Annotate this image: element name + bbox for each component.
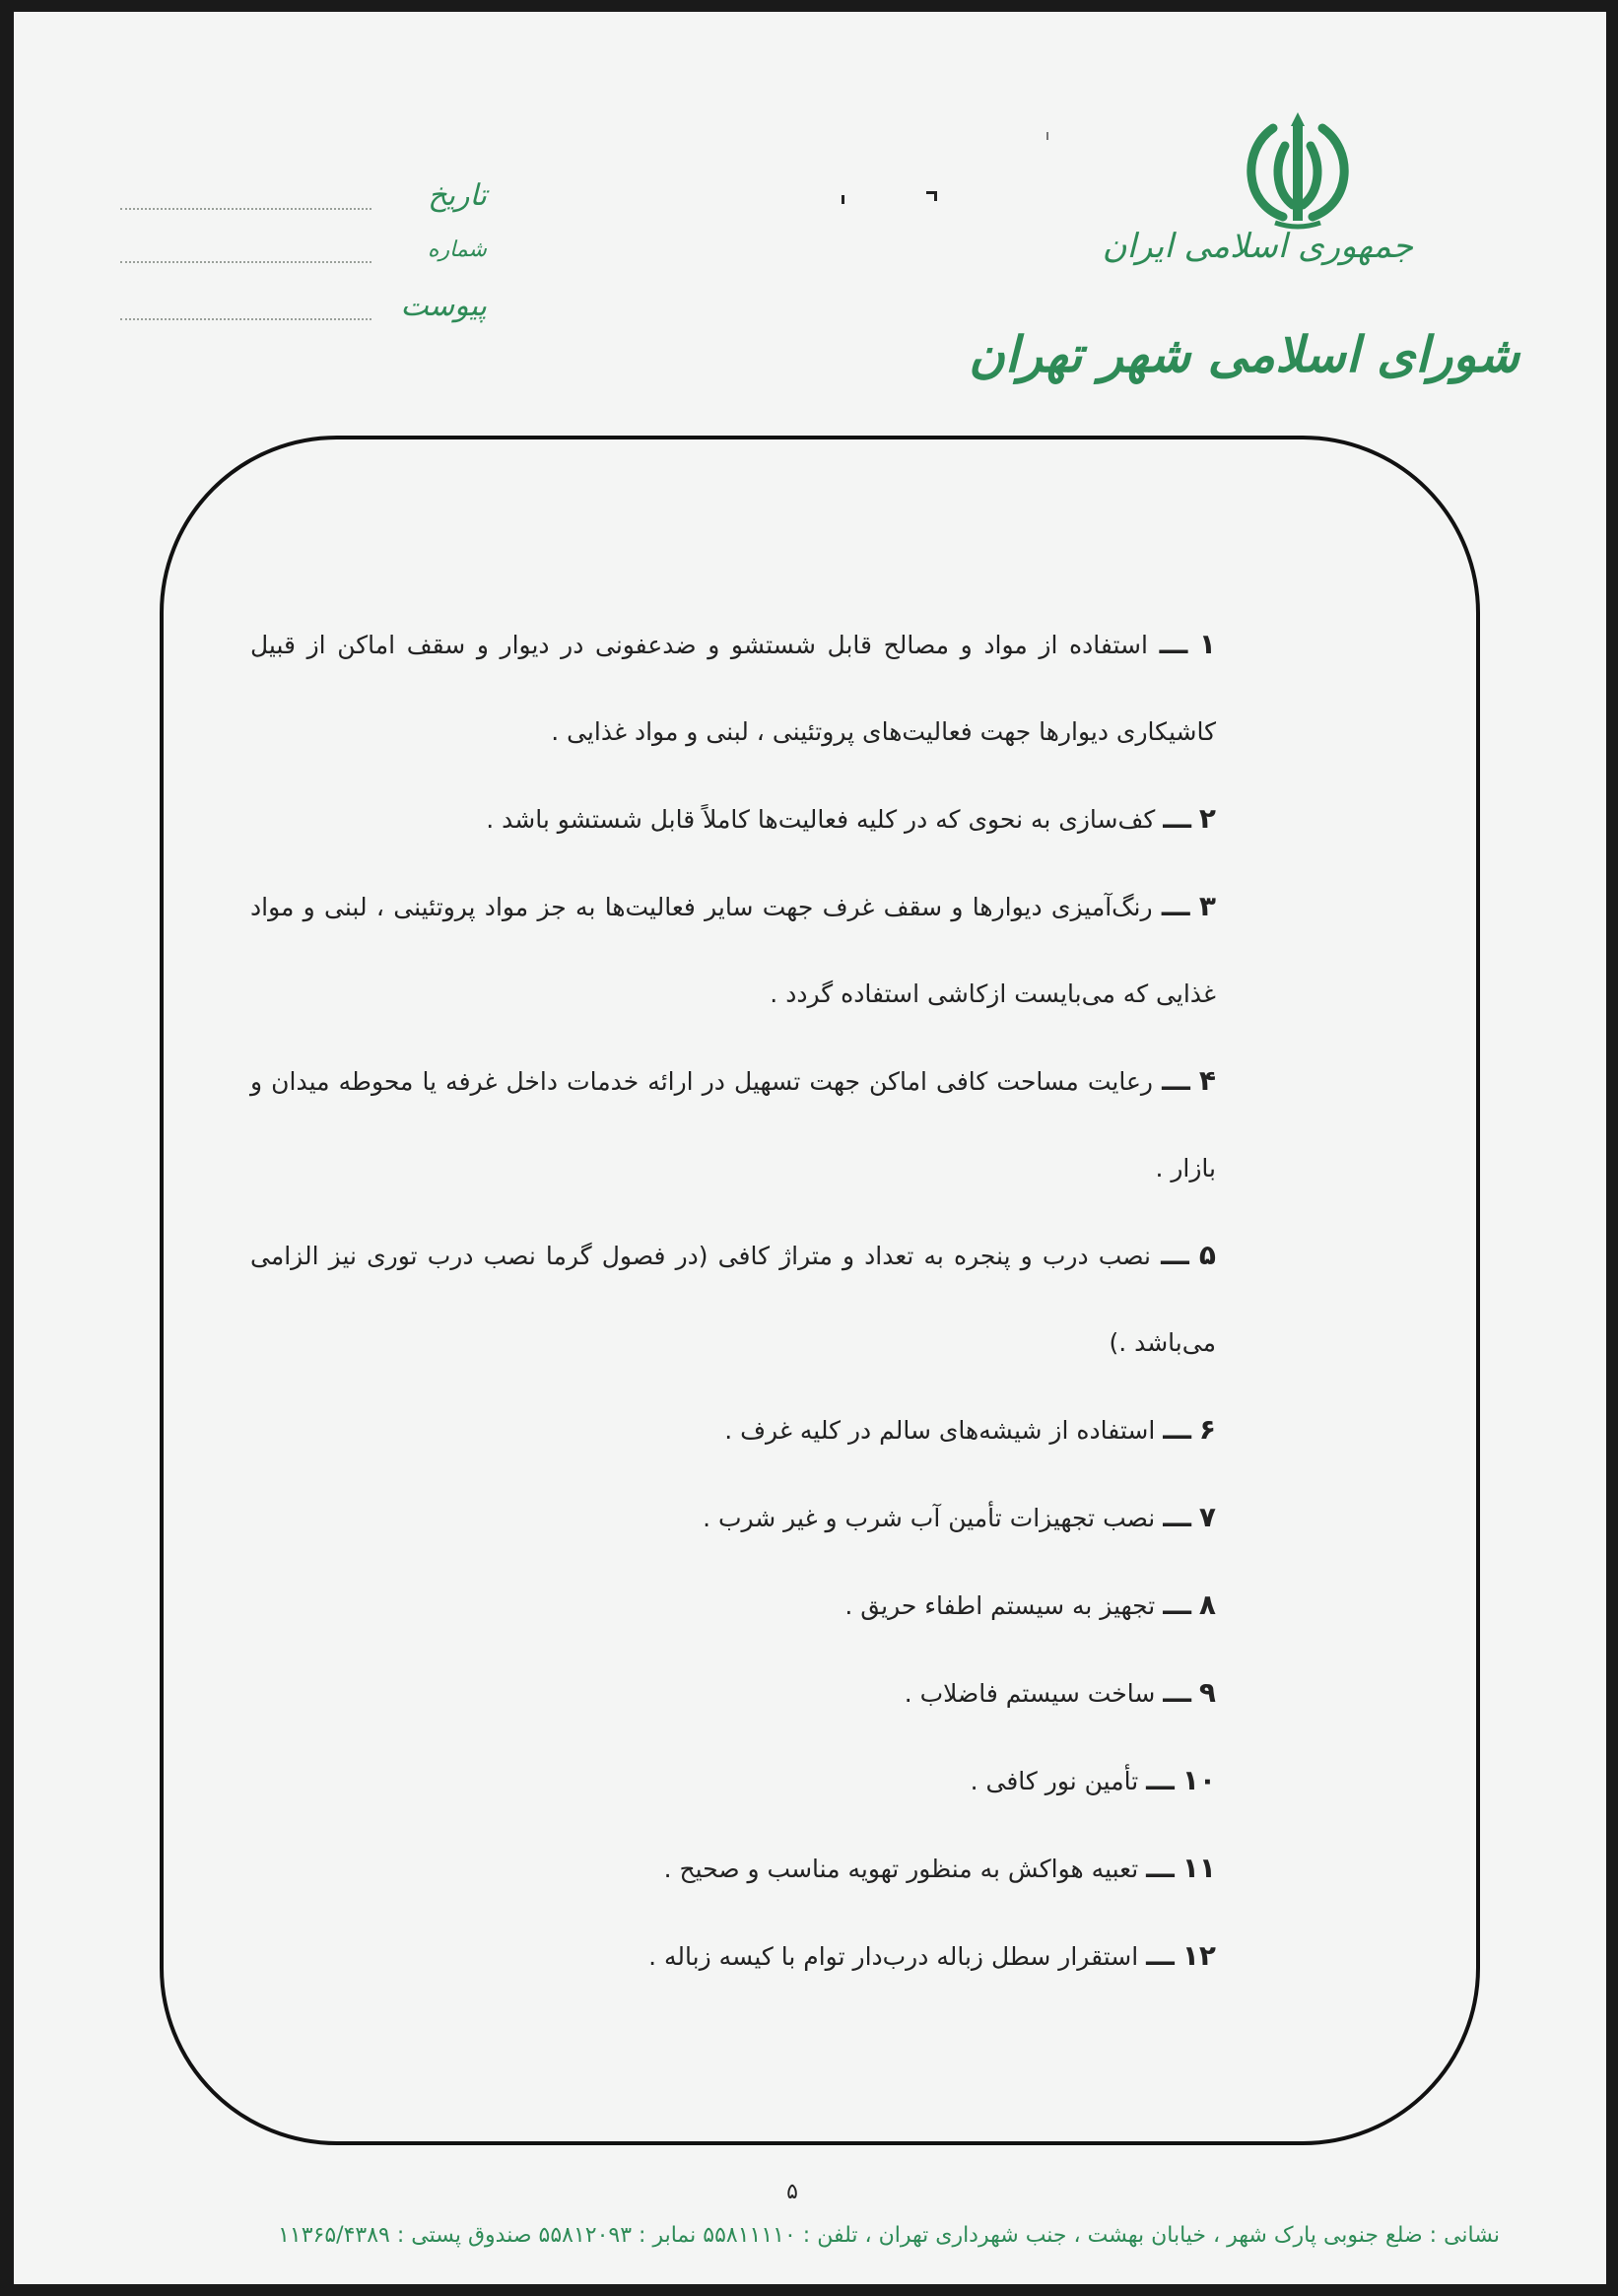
item-text: نصب درب و پنجره به تعداد و متراژ کافی (در فصول گرما نصب درب توری نیز الزامی می‌باشد .) [250,1242,1216,1357]
requirements-list [250,601,1216,2000]
list-item [250,1562,1216,1650]
list-item [250,1386,1216,1474]
letter-meta-fields [112,174,497,401]
list-item [250,1913,1216,2000]
list-item [250,1474,1216,1562]
list-item [250,1825,1216,1913]
list-item [250,1650,1216,1737]
list-item [250,863,1216,1038]
item-number: ۱ [1198,628,1216,660]
item-dash: ـــ [1146,1764,1175,1796]
item-number: ۱۰ [1181,1764,1216,1796]
item-text: نصب تجهیزات تأمین آب شرب و غیر شرب . [703,1504,1156,1532]
item-number: ۱۱ [1181,1852,1216,1884]
org-name: شورای اسلامی شهر تهران [969,325,1519,383]
item-number: ۱۲ [1181,1939,1216,1972]
item-number: ۳ [1198,890,1217,922]
item-number: ۵ [1198,1239,1217,1271]
item-dash: ـــ [1163,1501,1191,1533]
item-text: ساخت سیستم فاضلاب . [904,1679,1156,1708]
item-dash: ـــ [1163,1588,1191,1621]
date-field [112,174,497,230]
item-text: تأمین نور کافی . [970,1767,1139,1795]
item-number: ۲ [1198,802,1216,835]
item-text: تجهیز به سیستم اطفاء حریق . [844,1591,1156,1620]
item-dash: ـــ [1146,1939,1175,1972]
stray-marks [822,187,960,207]
item-dash: ـــ [1161,890,1190,922]
item-number: ۴ [1198,1064,1216,1097]
org-subtitle: جمهوری اسلامی ایران [1102,227,1413,266]
date-label: تاریخ [428,178,487,213]
item-text: رعایت مساحت کافی اماکن جهت تسهیل در ارائه خدمات داخل غرفه یا محوطه میدان و بازار . [250,1067,1216,1182]
iran-emblem-icon [1234,106,1362,233]
item-dash: ـــ [1161,1239,1189,1271]
date-line [120,208,371,210]
attachment-line [120,318,371,320]
page-number: ۵ [786,2180,798,2204]
item-dash: ـــ [1163,802,1191,835]
item-number: ۹ [1198,1676,1216,1709]
list-item [250,776,1216,863]
attachment-label: پیوست [400,289,487,323]
number-field [112,228,497,283]
item-number: ۸ [1198,1588,1216,1621]
number-label: شماره [427,237,487,262]
item-number: ۷ [1198,1501,1216,1533]
item-number: ۶ [1198,1413,1216,1446]
footer-address: نشانی : ضلع جنوبی پارک شهر ، خیابان بهشت ، جنب شهرداری تهران ، تلفن : ۵۵۸۱۱۱۱۰ نمابر : ۵۵۸۱۲۰۹۳ صندوق پستی : ۱۱۳۶۵/۴۳۸۹ [278,2223,1500,2248]
item-dash: ـــ [1146,1852,1175,1884]
item-dash: ـــ [1163,1676,1191,1709]
list-item [250,1212,1216,1386]
item-text: تعبیه هواکش به منظور تهویه مناسب و صحیح . [663,1855,1139,1883]
item-text: استفاده از مواد و مصالح قابل شستشو و ضدعفونی در دیوار و سقف اماکن از قبیل کاشیکاری دیوارها جهت فعالیت‌های پروتئینی ، لبنی و مواد غذایی . [250,631,1216,746]
list-item [250,601,1216,776]
list-item [250,1737,1216,1825]
scan-mark [1046,132,1048,140]
number-line [120,261,371,263]
letterhead-page [14,12,1606,2284]
item-dash: ـــ [1162,1064,1190,1097]
attachment-field [112,285,497,340]
item-dash: ـــ [1159,628,1188,660]
item-text: کف‌سازی به نحوی که در کلیه فعالیت‌ها کاملاً قابل شستشو باشد . [486,805,1156,834]
item-dash: ـــ [1163,1413,1191,1446]
list-item [250,1038,1216,1212]
item-text: استقرار سطل زباله درب‌دار توام با کیسه زباله . [648,1942,1139,1971]
item-text: استفاده از شیشه‌های سالم در کلیه غرف . [724,1416,1156,1445]
item-text: رنگ‌آمیزی دیوارها و سقف غرف جهت سایر فعالیت‌ها به جز مواد پروتئینی ، لبنی و مواد غذایی که می‌بایست ازکاشی استفاده گردد . [250,893,1216,1008]
